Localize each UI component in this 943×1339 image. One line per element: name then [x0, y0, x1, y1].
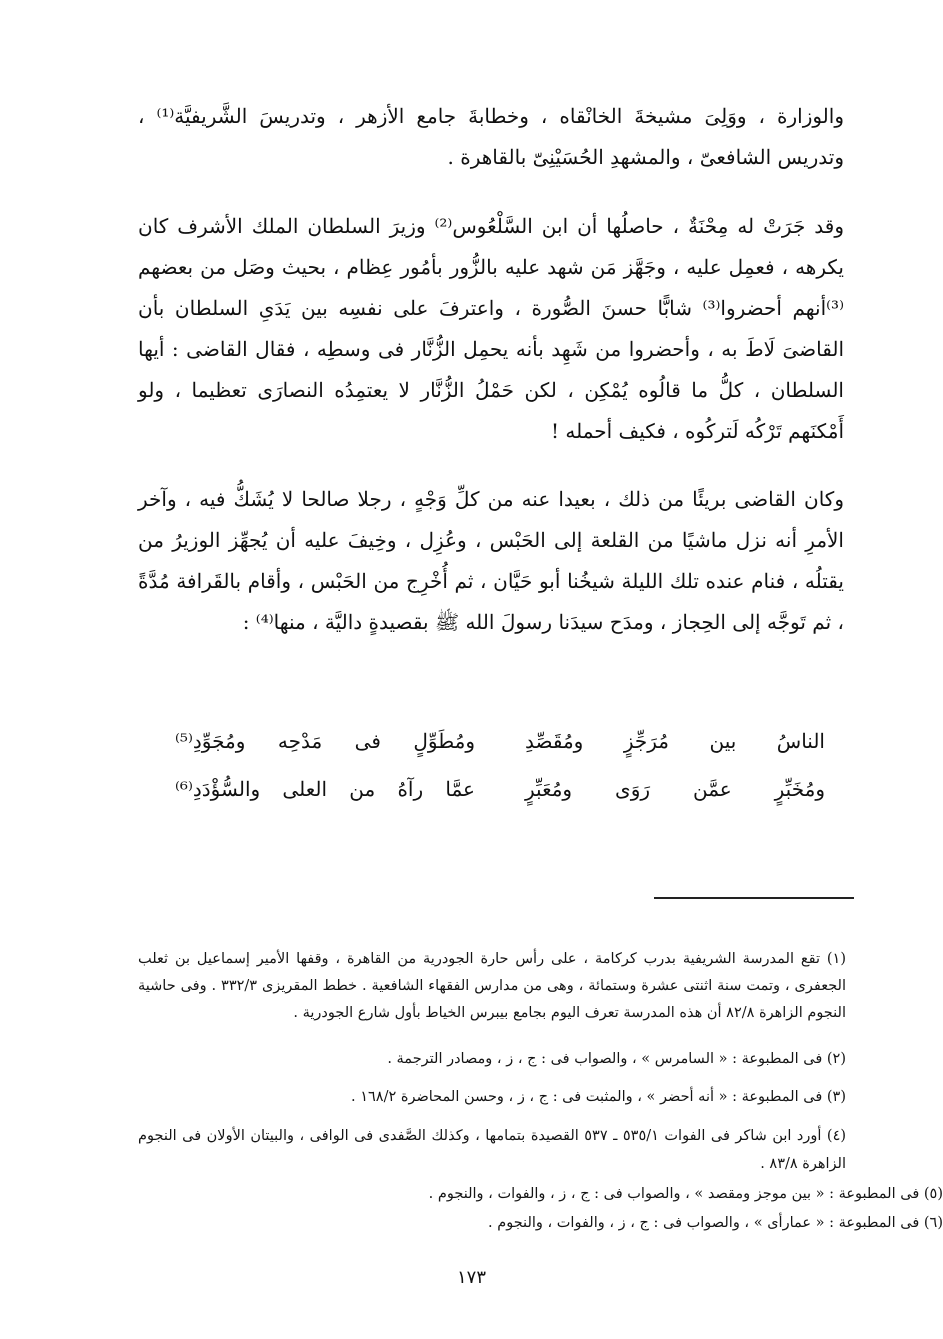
paragraph-text: وقد جَرَتْ له مِحْنَةٌ ، حاصلُها أن ابن السَّلْعُوس⁽²⁾ وزيرَ السلطان الملك الأشرف كان يكرهه ، فعمِل عليه ، وجَهَّز مَن شهد عليه بالزُّور بأمُور عِظام ، بحيث وصَل من بعضهم ⁽³⁾أنهم أحضروا⁽³⁾ شابًّا حسنَ الصُّورة ، واعترفَ على نفسِه بين يَدَىِ السلطان بأن القاضىَ لَاطَ به ، وأحضروا من شَهِد بأنه يحمِل الزُّنَّار فى وسطِه ، فقال القاضى : أيها السلطان ، كلُّ ما قالُوه يُمْكِن ، لكن حَمْلُ الزُّنَّار لا يعتمِدُه النصارَى تعظيما ، ولو أَمْكنَهم تَرْكُه لَتركُوه ، فكيف أحمله ! — [138, 214, 844, 443]
footnote-4: (٤) أورد ابن شاكر فى الفوات ٥٣٥/١ ـ ٥٣٧ القصيدة بتمامها ، وكذلك الصَّفدى فى الوافى ، والبيتان الأولان فى النجوم الزاهرة ٨٣/٨ . — [138, 1128, 847, 1172]
footnote-6: (٦) فى المطبوعة : « عمارأى » ، والصواب فى : ج ، ز ، والفوات ، والنجوم . — [488, 1215, 943, 1231]
footnote-separator — [654, 897, 854, 899]
verse-second-hemistich: عمَّا رآهُ من العلى والسُّؤْدَدِ⁽⁶⁾ — [175, 777, 475, 801]
poem-verse-2 — [175, 764, 825, 814]
body-paragraph-2 — [138, 206, 844, 452]
paragraph-text: والوزارة ، ووَلِىَ مشيخةَ الخانْقاه ، وخطابةَ جامع الأزهر ، وتدريسَ الشَّريفيَّة⁽¹⁾ ، وتدريس الشافعىّ ، والمشهدِ الحُسَيْنِىّ بالقاهرة . — [138, 104, 844, 169]
page-number: ١٧٣ — [456, 1267, 486, 1288]
verse-first-hemistich: ومُخَبِّرٍ عمَّن رَوَى ومُعَبِّرٍ — [525, 777, 825, 801]
footnote-1: (١) تقع المدرسة الشريفية بدرب كركامة ، على رأس حارة الجودرية من القاهرة ، وقفها الأمير إسماعيل بن ثعلب الجعفرى ، وتمت سنة اثنتى عشرة وستمائة ، وهى من مدارس الفقهاء الشافعية . خطط المقريزى ٣٣٢/٣ . وفى حاشية النجوم الزاهرة ٨٢/٨ أن هذه المدرسة تعرف اليوم بجامع بيبرس الخياط بأول شارع الجودرية . — [138, 951, 847, 1021]
verse-first-hemistich: الناسُ بين مُرَجِّزٍ ومُقَصِّدِ — [525, 729, 825, 753]
body-paragraph-3 — [138, 479, 844, 643]
footnote-5: (٥) فى المطبوعة : « بين موجز ومقصد » ، والصواب فى : ج ، ز ، والفوات ، والنجوم . — [428, 1186, 943, 1202]
footnote-3: (٣) فى المطبوعة : « أنه أحضر » ، والمثبت فى : ج ، ز ، وحسن المحاضرة ١٦٨/٢ . — [350, 1089, 846, 1105]
verse-second-hemistich: ومُطَوِّلٍ فى مَدْحِه ومُجَوِّدِ⁽⁵⁾ — [175, 729, 475, 753]
body-paragraph-1 — [138, 96, 844, 178]
paragraph-text: وكان القاضى بريئًا من ذلك ، بعيدا عنه من كلِّ وَجْهٍ ، رجلا صالحا لا يُشَكُّ فيه ، وآخر الأمرِ أنه نزل ماشيًا من القلعة إلى الحَبْس ، وعُزِل ، وخِيفَ عليه أن يُجهِّز الوزيرُ من يقتلُه ، فنام عنده تلك الليلة شيخُنا أبو حَيَّان ، ثم أُخْرِج من الحَبْس ، وأقام بالقَرافة مُدَّةً ، ثم تَوجَّه إلى الحِجاز ، ومدَح سيدَنا رسولَ الله ﷺ بقصيدةٍ داليَّة ، منها⁽⁴⁾ : — [138, 487, 844, 634]
footnote-2: (٢) فى المطبوعة : « السامرس » ، والصواب فى : ج ، ز ، ومصادر الترجمة . — [387, 1051, 846, 1067]
poem-verse-1 — [175, 716, 825, 766]
